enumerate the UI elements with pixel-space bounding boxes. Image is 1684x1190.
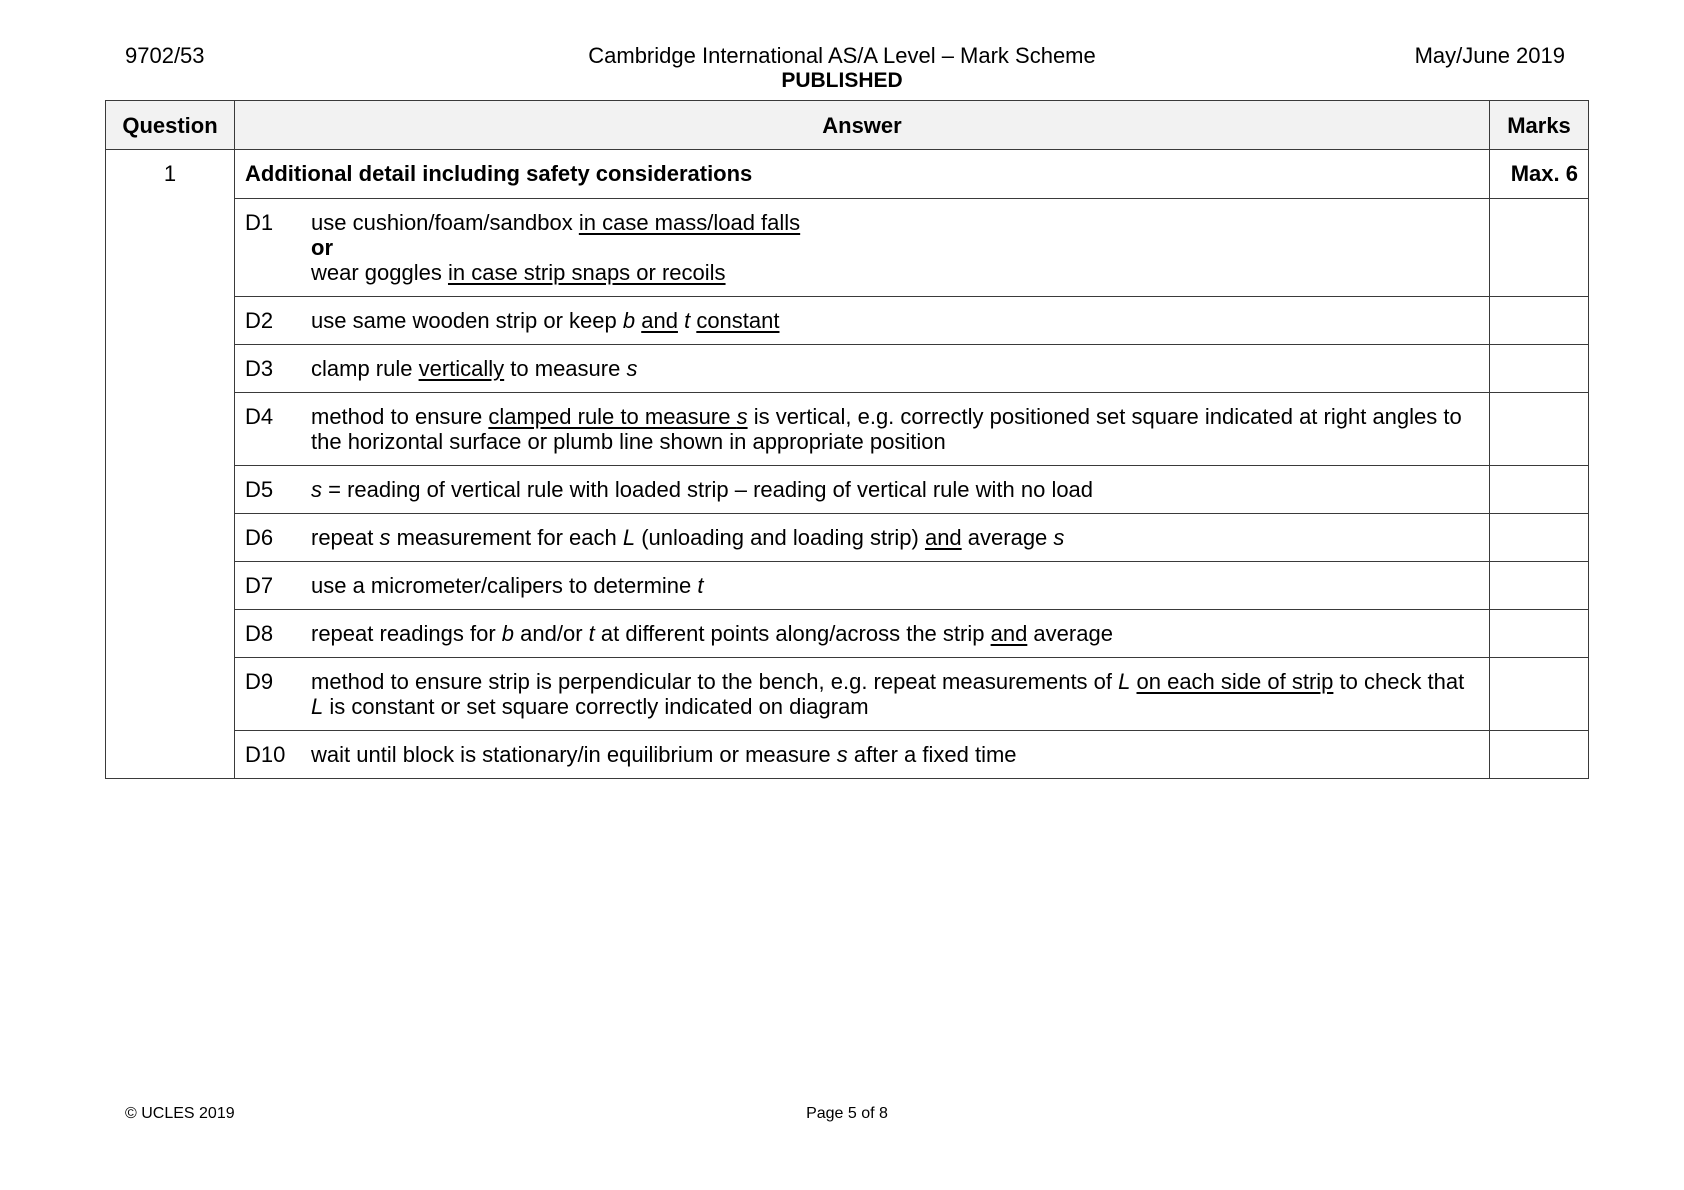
table-row [106,297,1589,345]
answer-text-segment: = reading of vertical rule with loaded strip – reading of vertical rule with no load [322,477,1094,502]
answer-text-segment: repeat readings for [311,621,502,646]
answer-text-segment: s [836,742,848,767]
table-header-row [106,101,1589,150]
or-separator: or [311,235,333,260]
answer-cell [235,466,1490,514]
marking-point-text [311,573,1479,598]
answer-text-segment: constant [696,308,780,333]
answer-text-segment: at different points along/across the strip [594,621,991,646]
marking-point-text [311,525,1479,550]
answer-text-segment: t [588,621,595,646]
answer-text-segment: clamped rule to measure [488,404,737,429]
answer-text-segment: s [311,477,322,502]
marking-point-code: D2 [245,308,274,333]
answer-text-segment: method to ensure [311,404,489,429]
column-header-marks: Marks [1490,101,1589,150]
column-header-answer: Answer [235,101,1490,150]
answer-text-segment: and [990,621,1028,646]
question-heading-row [106,150,1589,199]
marks-cell [1490,731,1589,779]
answer-text-segment: L [622,525,636,550]
marking-point-text [311,621,1479,646]
marking-point-text [311,669,1479,719]
marks-cell [1490,199,1589,297]
copyright-notice: © UCLES 2019 [125,1105,235,1122]
marks-cell [1490,345,1589,393]
answer-text-segment: average [1027,621,1113,646]
exam-session: May/June 2019 [1414,43,1565,68]
table-row [106,345,1589,393]
marking-point-text [311,742,1479,767]
answer-text-segment: L [311,694,324,719]
marks-cell [1490,514,1589,562]
document-title: Cambridge International AS/A Level – Mark Scheme [588,43,1096,68]
column-header-question: Question [106,101,235,150]
answer-text-segment: (unloading and loading strip) [635,525,925,550]
answer-text-segment: t [697,573,704,598]
marking-point-text [311,308,1479,333]
answer-cell [235,731,1490,779]
answer-text-segment: t [684,308,691,333]
marking-point-code: D8 [245,621,274,646]
marks-cell [1490,466,1589,514]
published-label: PUBLISHED [781,69,903,92]
answer-text-segment: b [501,621,515,646]
marks-cell [1490,297,1589,345]
marking-point-code: D5 [245,477,274,502]
answer-text-segment: in case strip snaps or recoils [447,260,726,285]
answer-text-segment: method to ensure strip is perpendicular to the bench, e.g. repeat measurements of [311,669,1119,694]
answer-text-segment: to check that [1333,669,1465,694]
answer-cell [235,393,1490,466]
answer-cell [235,562,1490,610]
answer-text-segment: s [626,356,638,381]
marking-point-code: D10 [245,742,286,767]
answer-text-segment: and [641,308,678,333]
question-number: 1 [106,150,235,779]
answer-cell [235,658,1490,731]
answer-text-segment: measurement for each [390,525,623,550]
marking-point-code: D3 [245,356,274,381]
table-row [106,199,1589,297]
answer-text-segment: use same wooden strip or keep [311,308,623,333]
marking-point-code: D1 [245,210,274,235]
answer-text-segment: and [924,525,962,550]
marking-point-text [311,210,1479,285]
marking-point-text [311,477,1479,502]
answer-cell [235,514,1490,562]
answer-text-segment: L [1118,669,1131,694]
answer-text-segment: use a micrometer/calipers to determine [311,573,698,598]
marks-cell [1490,393,1589,466]
marks-cell [1490,562,1589,610]
answer-heading: Additional detail including safety considerations [235,150,1490,199]
answer-text-segment: is vertical, e.g. correctly positioned set square indicated at right angles to the horizontal surface or plumb line shown in appropriate position [311,404,1462,454]
marking-point-text [311,356,1479,381]
mark-scheme-table [105,100,1589,779]
marks-cell [1490,610,1589,658]
answer-text-segment: use cushion/foam/sandbox [311,210,579,235]
table-row [106,658,1589,731]
table-row [106,610,1589,658]
answer-text-segment: vertically [418,356,505,381]
page-number: Page 5 of 8 [806,1105,888,1122]
answer-text-segment: in case mass/load falls [578,210,801,235]
marking-point-code: D6 [245,525,274,550]
answer-text-segment: s [379,525,391,550]
answer-text-segment: wear goggles [311,260,448,285]
marking-point-code: D7 [245,573,274,598]
answer-text-segment: s [736,404,748,429]
answer-text-segment: on each side of strip [1136,669,1334,694]
answer-text-segment: is constant or set square correctly indicated on diagram [323,694,869,719]
answer-text-segment: repeat [311,525,380,550]
table-body [106,150,1589,779]
answer-text-segment: wait until block is stationary/in equilibrium or measure [311,742,837,767]
answer-text-segment: b [622,308,636,333]
answer-cell [235,297,1490,345]
answer-text-segment: to measure [504,356,627,381]
answer-text-segment: s [1053,525,1065,550]
answer-cell [235,610,1490,658]
answer-text-segment: average [961,525,1054,550]
marks-cell [1490,658,1589,731]
table-row [106,466,1589,514]
table-row [106,731,1589,779]
max-marks: Max. 6 [1490,150,1589,199]
table-row [106,562,1589,610]
answer-text-segment: after a fixed time [847,742,1017,767]
marking-point-text [311,404,1479,454]
marking-point-code: D9 [245,669,274,694]
answer-text-segment: clamp rule [311,356,419,381]
table-row [106,393,1589,466]
answer-text-segment: and/or [514,621,589,646]
answer-cell [235,199,1490,297]
table-row [106,514,1589,562]
paper-code: 9702/53 [125,43,205,68]
marking-point-code: D4 [245,404,274,429]
answer-cell [235,345,1490,393]
